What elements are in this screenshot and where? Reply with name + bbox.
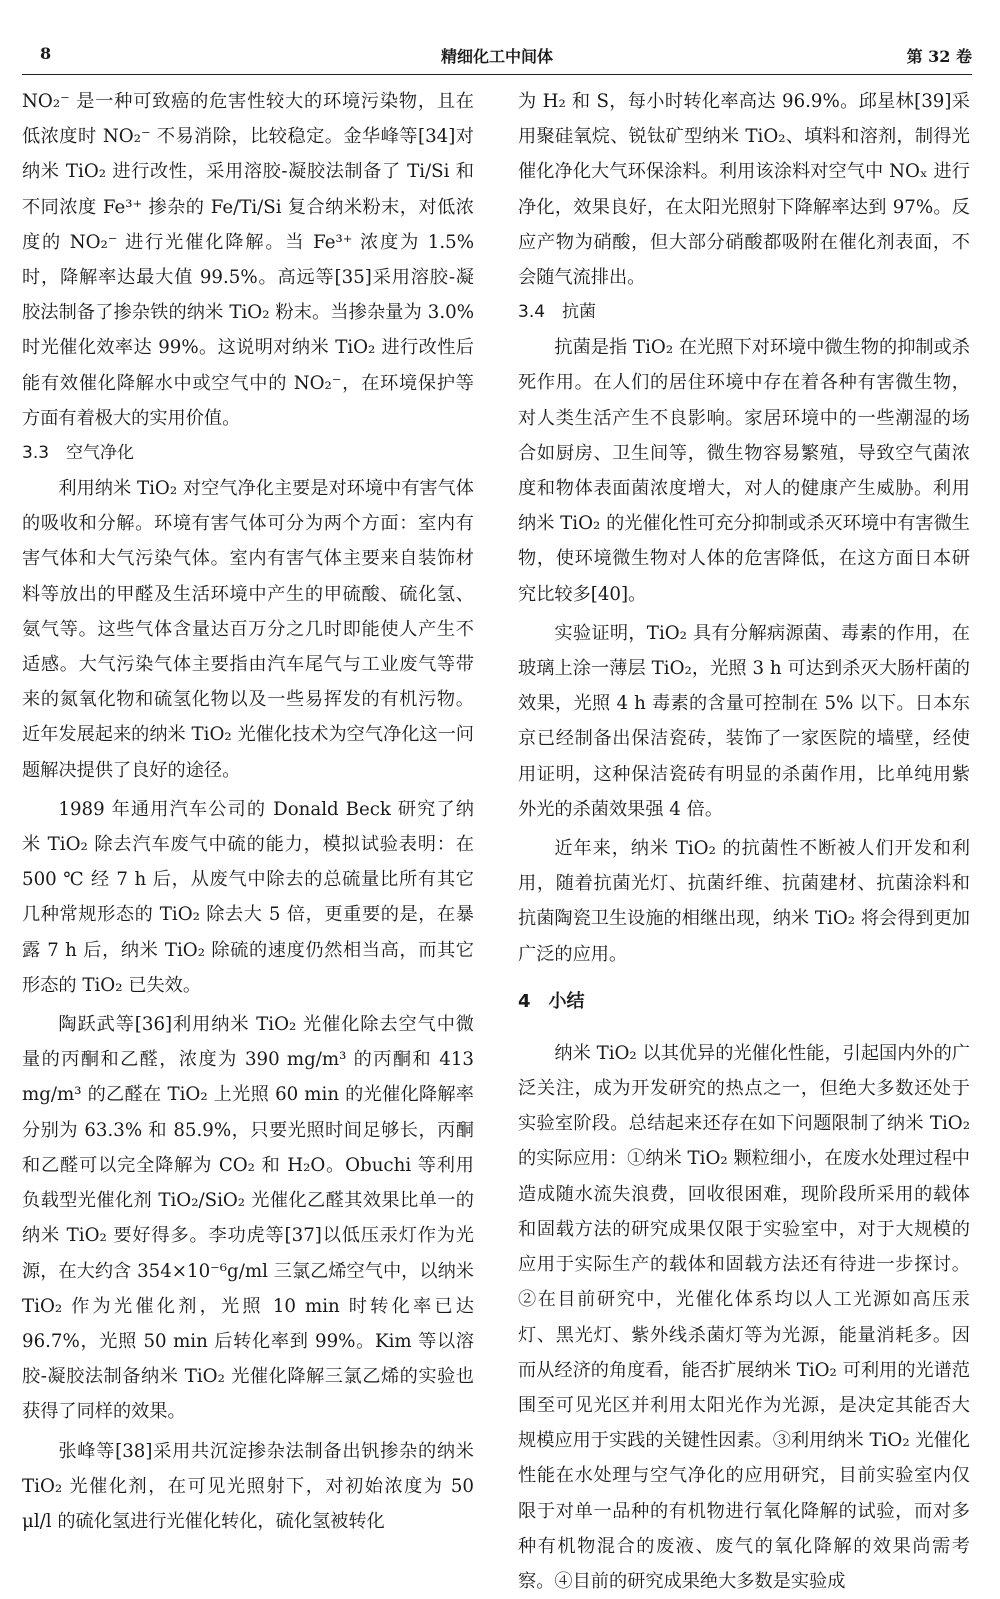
section-4-heading: 4 小结: [518, 990, 585, 1012]
page-header: [22, 40, 972, 75]
paragraph-no2-degradation: NO₂⁻ 是一种可致癌的危害性较大的环境污染物，且在低浓度时 NO₂⁻ 不易消除，比较稳定。金华峰等[34]对纳米 TiO₂ 进行改性，采用溶胶-凝胶法制备了 Ti/Si 和不同浓度 Fe³⁺ 掺杂的 Fe/Ti/Si 复合纳米粉末，对低浓度的 NO₂⁻ 进行光催化降解。当 Fe³⁺ 浓度为 1.5% 时，降解率达最大值 99.5%。高远等[35]采用溶胶-凝胶法制备了掺杂铁的纳米 TiO₂ 粉末。当掺杂量为 3.0% 时光催化效率达 99%。这说明对纳米 TiO₂ 进行改性后能有效催化降解水中或空气中的 NO₂⁻，在环境保护等方面有着极大的实用价值。: [22, 91, 474, 429]
left-column: [22, 84, 474, 1539]
paragraph-zhang-feng: 张峰等[38]采用共沉淀掺杂法制备出钒掺杂的纳米 TiO₂ 光催化剂，在可见光照射下，对初始浓度为 50 μl/l 的硫化氢进行光催化转化，硫化氢被转化: [22, 1440, 474, 1532]
section-3-3-heading: 3.3 空气净化: [22, 443, 135, 464]
paragraph-summary: 纳米 TiO₂ 以其优异的光催化性能，引起国内外的广泛关注，成为开发研究的热点之一，但绝大多数还处于实验室阶段。总结起来还存在如下问题限制了纳米 TiO₂ 的实际应用：①纳米 TiO₂ 颗粒细小，在废水处理过程中造成随水流失浪费，回收很困难，现阶段所采用的载体和固载方法的研究成果仅限于实验室中，对于大规模的应用于实际生产的载体和固载方法还有待进一步探讨。②在目前研究中，光催化体系均以人工光源如高压汞灯、黑光灯、紫外线杀菌灯等为光源，能量消耗多。因而从经济的角度看，能否扩展纳米 TiO₂ 可利用的光谱范围至可见光区并利用太阳光作为光源，是决定其能否大规模应用于实践的关键性因素。③利用纳米 TiO₂ 光催化性能在水处理与空气净化的应用研究，目前实验室内仅限于对单一品种的有机物进行氧化降解的试验，而对多种有机物混合的废液、废气的氧化降解的效果尚需考察。④目前的研究成果绝大多数是实验成: [518, 1042, 970, 1592]
volume-label: 第 32 卷: [906, 47, 972, 66]
section-3-4-heading: 3.4 抗菌: [518, 302, 597, 323]
paragraph-h2s-conversion: 为 H₂ 和 S，每小时转化率高达 96.9%。邱星林[39]采用聚硅氧烷、锐钛矿型纳米 TiO₂、填料和溶剂，制得光催化净化大气环保涂料。利用该涂料对空气中 NOₓ 进行净化，效果良好，在太阳光照射下降解率达到 97%。反应产物为硝酸，但大部分硝酸都吸附在催化剂表面，不会随气流排出。: [518, 91, 970, 289]
paragraph-tao-yuewu: 陶跃武等[36]利用纳米 TiO₂ 光催化除去空气中微量的丙酮和乙醛，浓度为 390 mg/m³ 的丙酮和 413 mg/m³ 的乙醛在 TiO₂ 上光照 60 min 的光催化降解率分别为 63.3% 和 85.9%，只要光照时间足够长，丙酮和乙醛可以完全降解为 CO₂ 和 H₂O。Obuchi 等利用负载型光催化剂 TiO₂/SiO₂ 光催化乙醛其效果比单一的纳米 TiO₂ 要好得多。李功虎等[37]以低压汞灯作为光源，在大约含 354×10⁻⁶g/ml 三氯乙烯空气中，以纳米 TiO₂ 作为光催化剂，光照 10 min 时转化率已达 96.7%，光照 50 min 后转化率到 99%。Kim 等以溶胶-凝胶法制备纳米 TiO₂ 光催化降解三氯乙烯的实验也获得了同样的效果。: [22, 1014, 474, 1423]
paragraph-experiment-proof: 实验证明，TiO₂ 具有分解病源菌、毒素的作用，在玻璃上涂一薄层 TiO₂，光照 3 h 可达到杀灭大肠杆菌的效果，光照 4 h 毒素的含量可控制在 5% 以下。日本东京已经制备出保洁瓷砖，装饰了一家医院的墙壁，经使用证明，这种保洁瓷砖有明显的杀菌作用，比单纯用紫外光的杀菌效果强 4 倍。: [518, 622, 970, 820]
right-column: [518, 84, 970, 1599]
paragraph-recent-years: 近年来，纳米 TiO₂ 的抗菌性不断被人们开发和利用，随着抗菌光灯、抗菌纤维、抗菌建材、抗菌涂料和抗菌陶瓷卫生设施的相继出现，纳米 TiO₂ 将会得到更加广泛的应用。: [518, 838, 970, 965]
paragraph-air-purification: 利用纳米 TiO₂ 对空气净化主要是对环境中有害气体的吸收和分解。环境有害气体可分为两个方面：室内有害气体和大气污染气体。室内有害气体主要来自装饰材料等放出的甲醛及生活环境中产生的甲硫酸、硫化氢、氨气等。这些气体含量达百万分之几时即能使人产生不适感。大气污染气体主要指由汽车尾气与工业废气等带来的氮氧化物和硫氢化物以及一些易挥发的有机污物。近年发展起来的纳米 TiO₂ 光催化技术为空气净化这一问题解决提供了良好的途径。: [22, 478, 474, 781]
journal-title: 精细化工中间体: [440, 47, 553, 66]
page-number: 8: [40, 44, 52, 63]
paragraph-donald-beck: 1989 年通用汽车公司的 Donald Beck 研究了纳米 TiO₂ 除去汽车废气中硫的能力，模拟试验表明：在 500 ℃ 经 7 h 后，从废气中除去的总硫量比所有其它几种常规形态的 TiO₂ 除去大 5 倍，更重要的是，在暴露 7 h 后，纳米 TiO₂ 除硫的速度仍然相当高，而其它形态的 TiO₂ 已失效。: [22, 798, 474, 996]
paragraph-antibacterial: 抗菌是指 TiO₂ 在光照下对环境中微生物的抑制或杀死作用。在人们的居住环境中存在着各种有害微生物，对人类生活产生不良影响。家居环境中的一些潮湿的场合如厨房、卫生间等，微生物容易繁殖，导致空气菌浓度和物体表面菌浓度增大，对人的健康产生威胁。利用纳米 TiO₂ 的光催化性可充分抑制或杀灭环境中有害微生物，使环境微生物对人体的危害降低，在这方面日本研究比较多[40]。: [518, 337, 970, 605]
